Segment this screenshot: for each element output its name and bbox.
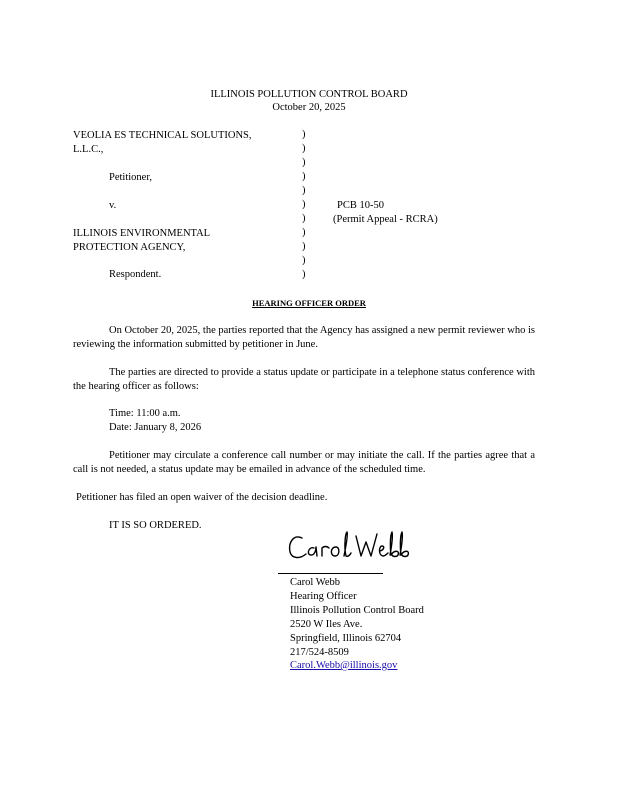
paren: ) [302,227,306,238]
signer-name: Carol Webb [290,577,340,588]
signer-phone: 217/524-8509 [290,647,349,658]
paragraph-conference-call: Petitioner may circulate a conference call number or may initiate the call. If the parties agree that a call is not needed, a status update may be emailed in advance of the scheduled time. [73,450,535,475]
paren: ) [302,185,306,196]
order-date: October 20, 2025 [272,102,346,113]
respondent-name-line2: PROTECTION AGENCY, [73,242,186,253]
order-heading: HEARING OFFICER ORDER [252,298,366,308]
petitioner-name-line2: L.L.C., [73,144,104,155]
paragraph-permit-reviewer: On October 20, 2025, the parties reported that the Agency has assigned a new permit reviewer who is reviewing the information submitted by petitioner in June. [73,325,535,350]
signature-line [278,573,383,574]
signer-title: Hearing Officer [290,591,357,602]
paren: ) [302,199,306,210]
versus-label: v. [109,200,117,211]
paren: ) [302,157,306,168]
signer-city: Springfield, Illinois 62704 [290,633,402,644]
paren: ) [302,171,306,182]
signer-email-link[interactable]: Carol.Webb@illinois.gov [290,660,398,671]
signer-address: 2520 W Iles Ave. [290,619,363,630]
paragraph-waiver: Petitioner has filed an open waiver of the decision deadline. [76,492,328,503]
signer-org: Illinois Pollution Control Board [290,605,424,616]
respondent-label: Respondent. [109,269,162,280]
respondent-name-line1: ILLINOIS ENVIRONMENTAL [73,228,211,239]
paren: ) [302,269,306,280]
paragraph-status-directive: The parties are directed to provide a status update or participate in a telephone status conference with the hearing officer as follows: [73,367,535,392]
handwritten-signature [284,528,416,568]
paren: ) [302,241,306,252]
petitioner-name-line1: VEOLIA ES TECHNICAL SOLUTIONS, [73,130,252,141]
conference-time: Time: 11:00 a.m. [109,408,181,419]
case-type: (Permit Appeal - RCRA) [333,214,438,225]
case-number: PCB 10-50 [337,200,384,211]
closing-ordered: IT IS SO ORDERED. [109,520,202,531]
board-title: ILLINOIS POLLUTION CONTROL BOARD [210,89,408,100]
paren: ) [302,129,306,140]
petitioner-label: Petitioner, [109,172,153,183]
paren: ) [302,255,306,266]
paren: ) [302,213,306,224]
conference-date: Date: January 8, 2026 [109,422,202,433]
paren: ) [302,143,306,154]
